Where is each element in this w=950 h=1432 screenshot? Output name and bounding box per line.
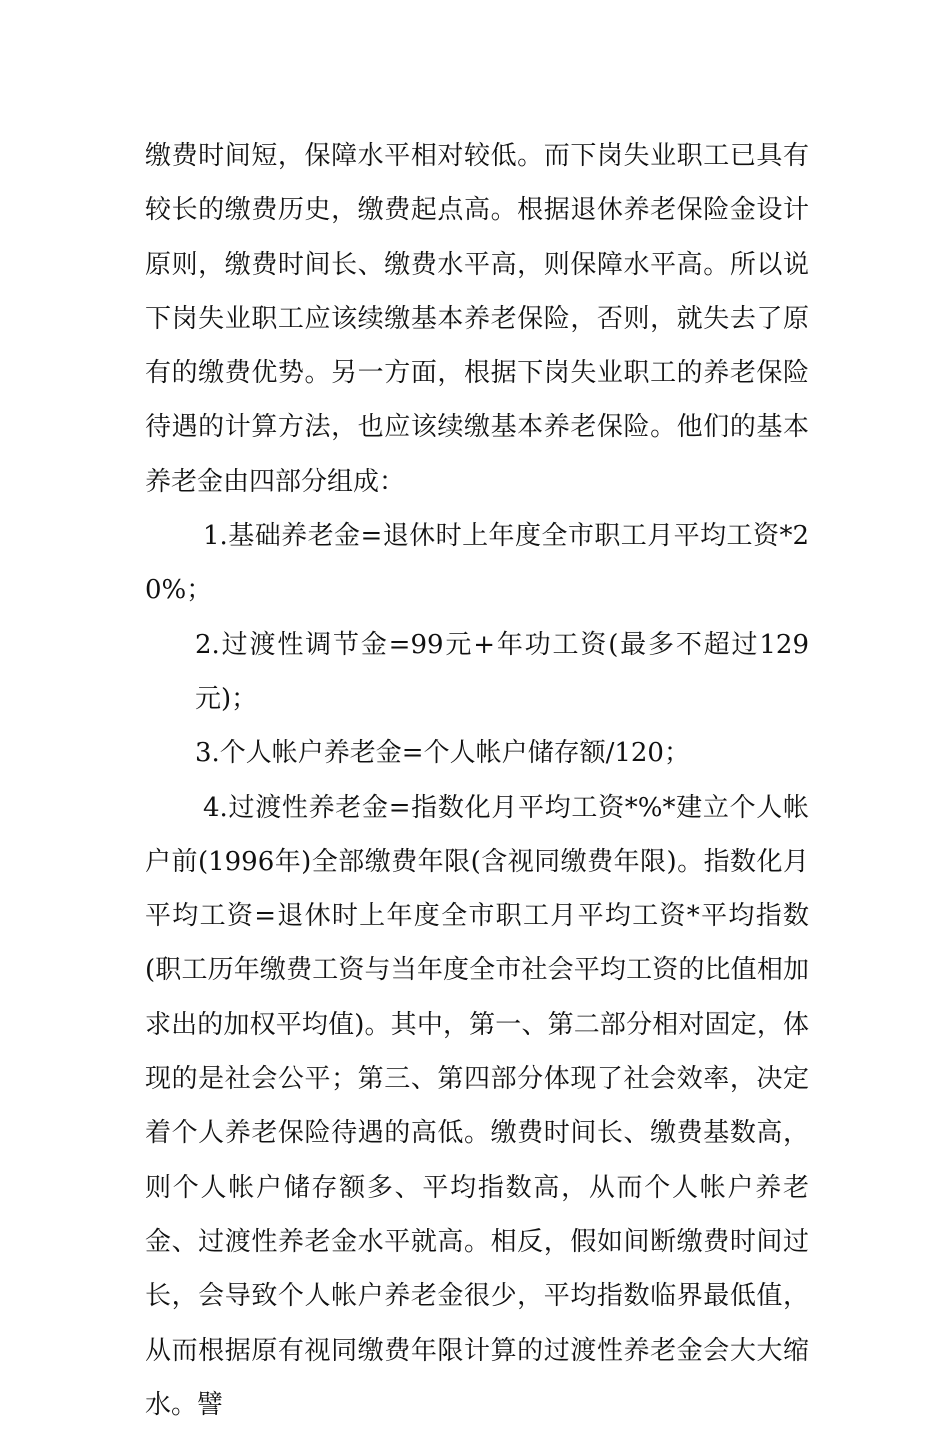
intro-paragraph: 缴费时间短，保障水平相对较低。而下岗失业职工已具有较长的缴费历史，缴费起点高。根据退休养老保险金设计原则，缴费时间长、缴费水平高，则保障水平高。所以说下岗失业职工应该续缴基本养老保险，否则，就失去了原有的缴费优势。另一方面，根据下岗失业职工的养老保险待遇的计算方法，也应该续缴基本养老保险。他们的基本养老金由四部分组成：: [145, 141, 809, 497]
formula-item-3: 3.个人帐户养老金=个人帐户储存额/120；: [195, 738, 690, 769]
formula-item-4: 4.过渡性养老金=指数化月平均工资*%*建立个人帐户前(1996年)全部缴费年限(含视同缴费年限)。指数化月平均工资=退休时上年度全市职工月平均工资*平均指数(职工历年缴费工资与当年度全市社会平均工资的比值相加求出的加权平均值)。其中，第一、第二部分相对固定，体现的是社会公平；第三、第四部分体现了社会效率，决定着个人养老保险待遇的高低。缴费时间长、缴费基数高，则个人帐户储存额多、平均指数高，从而个人帐户养老金、过渡性养老金水平就高。相反，假如间断缴费时间过长，会导致个人帐户养老金很少，平均指数临界最低值，从而根据原有视同缴费年限计算的过渡性养老金会大大缩水。譬: [145, 792, 809, 1420]
formula-item-1: 1.基础养老金=退休时上年度全市职工月平均工资*20%；: [145, 521, 809, 606]
formula-item-2: 2.过渡性调节金=99元+年功工资(最多不超过129元)；: [195, 629, 809, 714]
document-page: [145, 129, 809, 1432]
